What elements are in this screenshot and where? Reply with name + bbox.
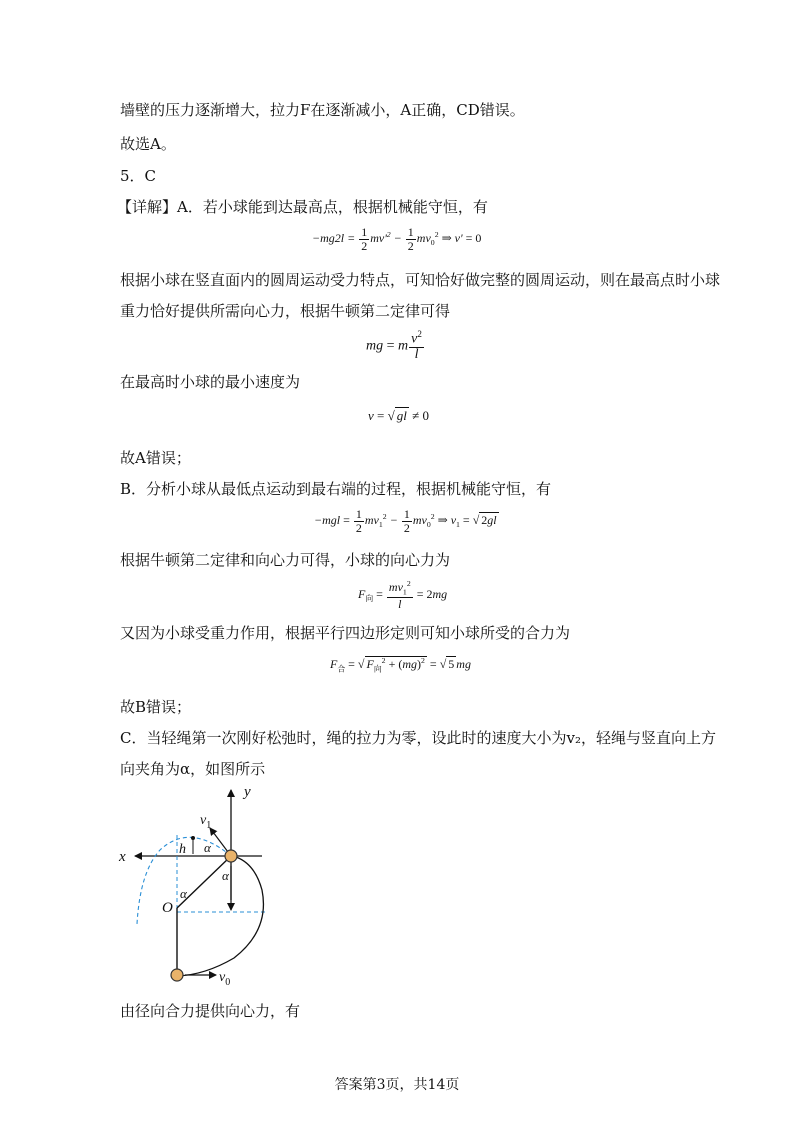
equation-centripetal-force: $F_向$ = $\frac{mv_1^2}{l}$ = 2mg	[358, 579, 448, 611]
answer-number: 5．C	[120, 167, 157, 185]
text-line-4: 【详解】A．若小球能到达最高点，根据机械能守恒，有	[117, 198, 488, 216]
y-axis-label: y	[244, 784, 251, 800]
apex-dot	[191, 836, 195, 840]
equation-energy-right: −mgl = $\frac{1}{2}$ $mv_1^2$ − $\frac{1}{2}$ $mv_0^2$ ⇒ $v_1$ = √ 2gl	[314, 507, 497, 535]
alpha-label-right: α	[222, 868, 229, 883]
x-axis-label: x	[119, 849, 126, 865]
text-line-1: 墙壁的压力逐渐增大，拉力F在逐渐减小，A正确，CD错误。	[120, 101, 525, 119]
equation-centripetal-top: mg = m $\frac{v^2}{l}$	[366, 329, 422, 363]
v0-label: $v_0$	[219, 970, 231, 988]
ball-bottom	[171, 969, 183, 981]
circle-arc	[177, 857, 263, 976]
equation-energy-top: −mg2l = $\frac{1}{2}$ $mv'^2$ − $\frac{1}{2}$ $mv_0^2$ ⇒ v' = 0	[312, 225, 482, 253]
text-line-7: 在最高时小球的最小速度为	[120, 373, 301, 391]
text-line-8: 故A错误；	[120, 449, 191, 467]
alpha-label-center: α	[180, 886, 187, 901]
equation-net-force: $F_合$ = √ $F_向^2 + (mg)^2$ = √ 5 mg	[330, 656, 471, 674]
equation-min-speed: v = √ gl ≠ 0	[368, 408, 430, 423]
text-line-11: 又因为小球受重力作用，根据平行四边形定则可知小球所受的合力为	[120, 624, 571, 642]
text-line-10: 根据牛顿第二定律和向心力可得，小球的向心力为	[120, 551, 451, 569]
alpha-label-top: α	[204, 840, 211, 855]
v1-label: $v_1$	[200, 813, 212, 831]
text-line-14: 向夹角为α，如图所示	[120, 760, 266, 778]
text-line-15: 由径向合力提供向心力，有	[120, 1002, 301, 1020]
center-label: O	[162, 900, 173, 916]
text-line-9: B．分析小球从最低点运动到最右端的过程，根据机械能守恒，有	[120, 480, 552, 498]
text-line-6: 重力恰好提供所需向心力，根据牛顿第二定律可得	[120, 302, 451, 320]
page-footer: 答案第3页，共14页	[334, 1077, 460, 1093]
text-line-5: 根据小球在竖直面内的圆周运动受力特点，可知恰好做完整的圆周运动，则在最高点时小球	[120, 271, 721, 289]
h-label: h	[179, 842, 186, 857]
text-line-12: 故B错误；	[120, 698, 192, 716]
ball-top	[225, 850, 237, 862]
text-line-13: C．当轻绳第一次刚好松弛时，绳的拉力为零，设此时的速度大小为v₂，轻绳与竖直向上方	[120, 729, 716, 747]
text-line-2: 故选A。	[120, 135, 176, 153]
circular-motion-figure	[112, 782, 282, 992]
